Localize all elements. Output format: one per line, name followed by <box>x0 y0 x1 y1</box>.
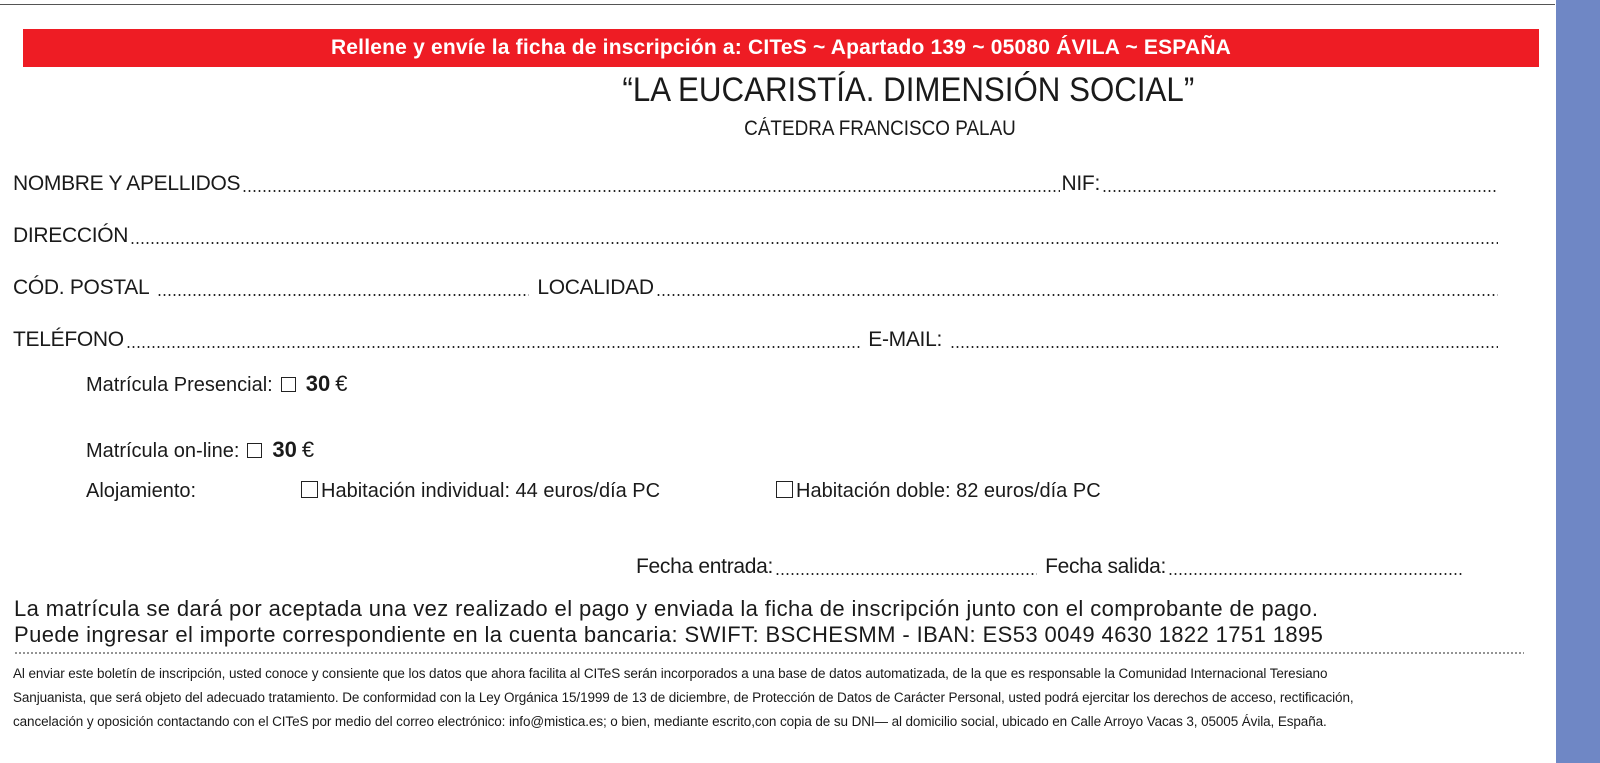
side-color-bar <box>1556 0 1600 763</box>
online-price: 30 <box>272 437 297 462</box>
alojamiento-label: Alojamiento: <box>86 480 197 502</box>
page-title: “LA EUCARISTÍA. DIMENSIÓN SOCIAL” <box>622 71 1195 109</box>
option-individual <box>301 480 660 503</box>
direccion-label: DIRECCIÓN <box>13 224 129 247</box>
dotted-separator <box>14 652 1524 654</box>
row-cp-localidad <box>13 274 1500 300</box>
online-label: Matrícula on-line: <box>86 440 240 462</box>
legal-line1: Al enviar este boletín de inscripción, usted conoce y consiente que los datos que ahora facilita al CITeS serán incorporados a una base de datos automatizada, de la que es responsable la Comunidad Internacional Teresiano <box>13 666 1328 681</box>
option-presencial <box>86 371 347 397</box>
payment-note-line2: Puede ingresar el importe correspondiente en la cuenta bancaria: SWIFT: BSCHESMM - IBAN: ES53 0049 4630 1822 1751 1895 <box>14 622 1324 647</box>
fecha-entrada-label: Fecha entrada: <box>636 555 774 578</box>
presencial-label: Matrícula Presencial: <box>86 374 273 396</box>
legal-line3: cancelación y oposición contactando con el CITeS por medio del correo electrónico: info@mistica.es; o bien, mediante escrito,con copia de su DNI— al domicilio social, ubicado en Calle Arroyo Vacas 3, 05005 Ávila, España. <box>13 714 1327 729</box>
legal-notice <box>13 662 1553 734</box>
doble-label: Habitación doble: 82 euros/día PC <box>796 480 1101 502</box>
fecha-entrada-field[interactable] <box>775 573 1037 575</box>
row-nombre-nif <box>13 170 1500 196</box>
nif-label: NIF: <box>1061 172 1100 195</box>
legal-line2: Sanjuanista, que será objeto del adecuado tratamiento. De conformidad con la Ley Orgánica 15/1999 de 13 de diciembre, de Protección de Datos de Carácter Personal, usted podrá ejercitar los derechos de acceso, rectificación, <box>13 690 1354 705</box>
nombre-field[interactable] <box>242 190 1059 192</box>
row-telefono-email <box>13 326 1500 352</box>
email-label: E-MAIL: <box>868 328 942 351</box>
localidad-label: LOCALIDAD <box>537 276 654 299</box>
online-checkbox[interactable] <box>247 443 262 458</box>
individual-checkbox[interactable] <box>301 481 318 498</box>
top-rule <box>0 4 1555 5</box>
cod-postal-field[interactable] <box>157 294 529 296</box>
banner-text: Rellene y envíe la ficha de inscripción a: CITeS ~ Apartado 139 ~ 05080 ÁVILA ~ ESPAÑA <box>330 36 1232 59</box>
doble-checkbox[interactable] <box>776 481 793 498</box>
nif-field[interactable] <box>1102 190 1498 192</box>
payment-note-line1: La matrícula se dará por aceptada una vez realizado el pago y enviada la ficha de inscripción junto con el comprobante de pago. <box>14 596 1319 621</box>
option-online <box>86 437 314 463</box>
telefono-label: TELÉFONO <box>13 328 124 351</box>
row-fechas <box>636 553 1466 579</box>
localidad-field[interactable] <box>656 294 1498 296</box>
presencial-currency: € <box>335 371 348 396</box>
direccion-field[interactable] <box>130 242 1498 244</box>
individual-label: Habitación individual: 44 euros/día PC <box>321 480 661 502</box>
fecha-salida-field[interactable] <box>1168 573 1464 575</box>
online-currency: € <box>301 437 315 462</box>
page-subtitle: CÁTEDRA FRANCISCO PALAU <box>744 117 1016 140</box>
option-doble <box>776 480 1101 503</box>
banner <box>23 29 1539 67</box>
nombre-label: NOMBRE Y APELLIDOS <box>13 172 241 195</box>
cod-postal-label: CÓD. POSTAL <box>13 276 150 299</box>
row-direccion <box>13 222 1500 248</box>
fecha-salida-label: Fecha salida: <box>1045 555 1167 578</box>
email-field[interactable] <box>950 346 1498 348</box>
telefono-field[interactable] <box>126 346 860 348</box>
presencial-checkbox[interactable] <box>281 377 296 392</box>
presencial-price: 30 <box>305 371 331 396</box>
option-alojamiento <box>86 480 196 503</box>
